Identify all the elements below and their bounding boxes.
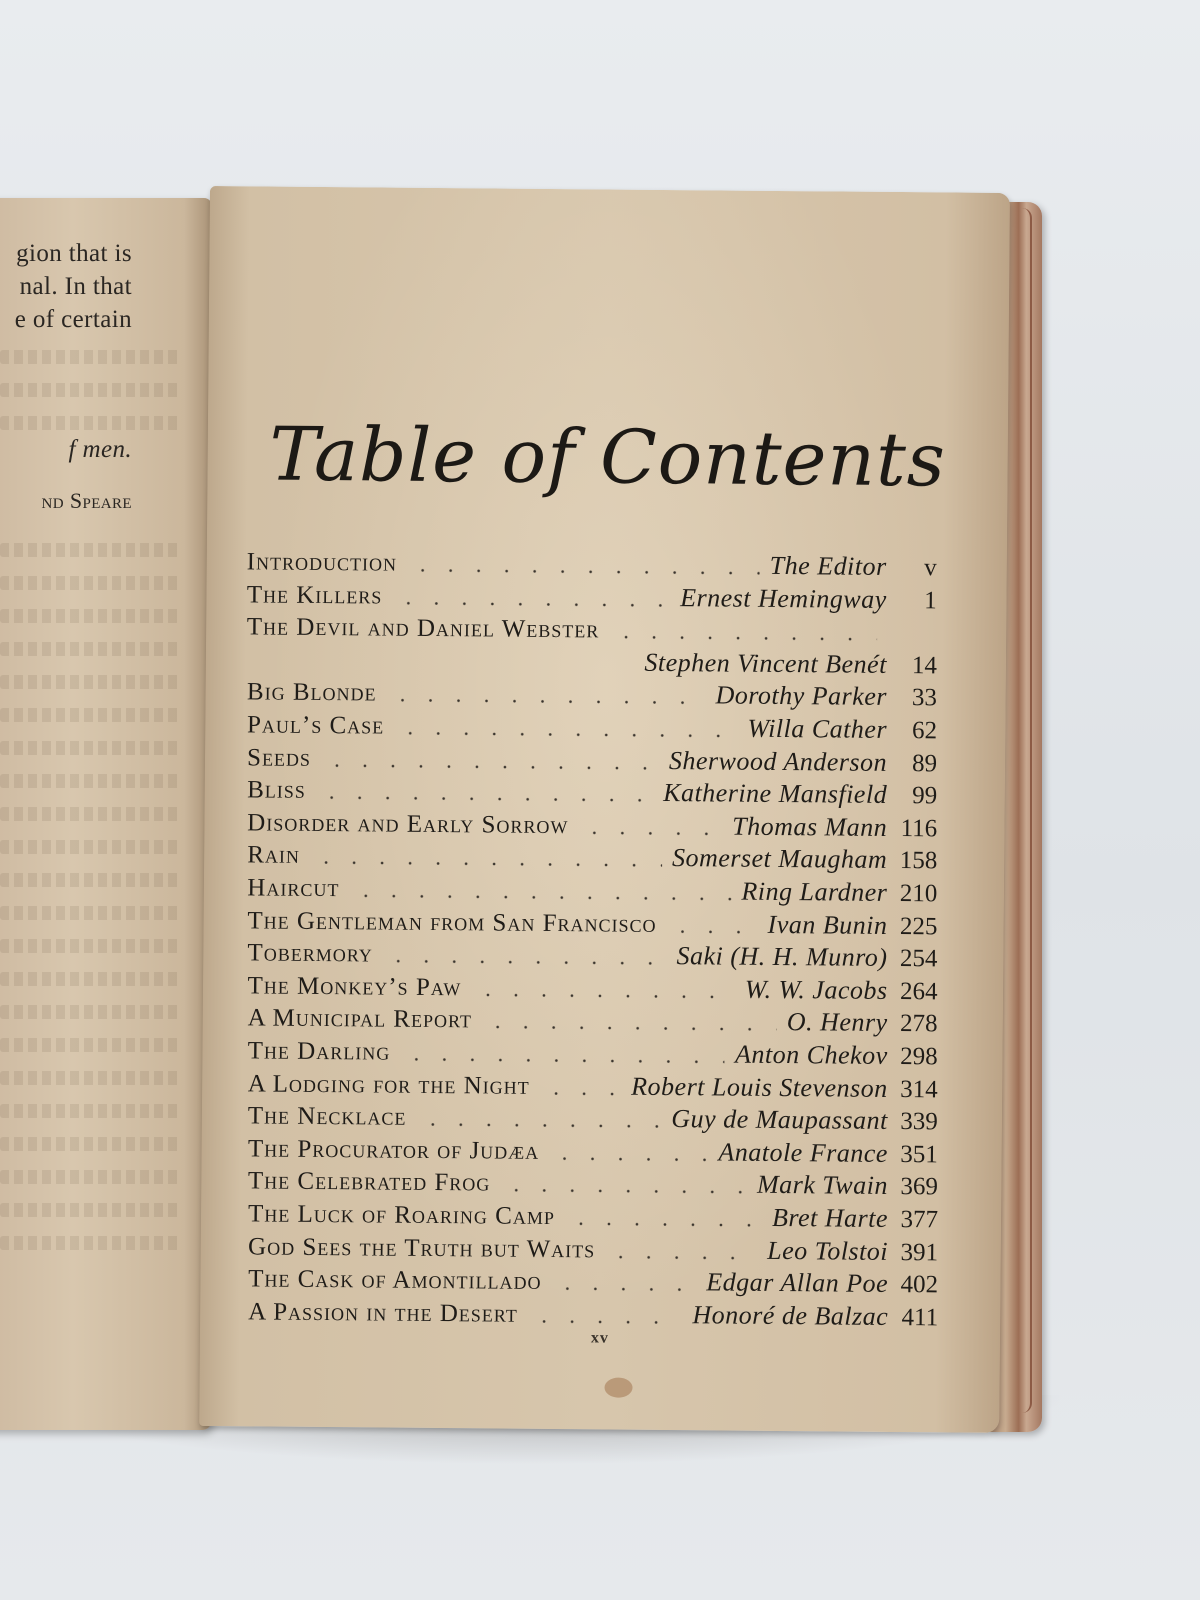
toc-entry	[248, 1198, 938, 1236]
toc-entry-page: 391	[900, 1238, 939, 1266]
leader-dots	[312, 861, 662, 867]
paper-stain	[604, 1377, 632, 1397]
toc-entry-author: Katherine Mansfield	[663, 778, 888, 810]
toc-entry-page: 402	[900, 1271, 939, 1299]
page-folio: xv	[590, 1329, 610, 1347]
toc-entry-title: Introduction	[246, 548, 398, 577]
toc-entry-title: A Municipal Report	[247, 1004, 473, 1034]
toc-entry	[247, 970, 937, 1008]
leader-dots	[409, 569, 760, 575]
show-through-text	[0, 1203, 180, 1217]
leader-dots	[553, 1287, 696, 1291]
toc-entry-author: Thomas Mann	[732, 811, 888, 842]
left-signature: nd Speare	[41, 488, 132, 513]
toc-entry-title: The Killers	[246, 580, 383, 610]
toc-entry-author: Anton Chekov	[734, 1039, 888, 1070]
toc-entry-author: W. W. Jacobs	[744, 974, 888, 1005]
toc-entry-page: 369	[900, 1173, 939, 1201]
toc-entry-page: 351	[900, 1140, 938, 1169]
toc-entry-title: Paul’s Case	[246, 711, 385, 740]
leader-dots	[668, 930, 757, 934]
toc-entry-page: v	[924, 554, 937, 582]
toc-entry-title: The Procurator of Judæa	[247, 1135, 540, 1165]
toc-entry-title: God Sees the Truth but Waits	[247, 1232, 596, 1263]
toc-entry-title: The Luck of Roaring Camp	[247, 1200, 556, 1231]
toc-entry-author: Ring Lardner	[741, 876, 888, 907]
toc-entry-page: 14	[911, 651, 938, 680]
toc-entry-title: The Gentleman from San Francisco	[247, 906, 657, 938]
toc-entry	[248, 1068, 938, 1106]
toc-entry	[247, 546, 937, 584]
toc-entry-author: Somerset Maugham	[671, 843, 888, 875]
leader-dots	[403, 1058, 725, 1064]
toc-entry	[247, 644, 937, 682]
toc-entry-title: The Monkey’s Paw	[247, 972, 462, 1002]
toc-entry-title: Big Blonde	[246, 678, 377, 707]
toc-entry-page: 33	[911, 684, 938, 712]
show-through-text	[0, 609, 180, 623]
leader-dots	[318, 796, 653, 802]
toc-entry	[248, 1264, 938, 1302]
show-through-text	[0, 642, 180, 656]
toc-entry-author: Bret Harte	[771, 1202, 889, 1233]
toc-entry-title: Rain	[247, 841, 301, 870]
leader-dots	[607, 1255, 757, 1259]
toc-entry-author: Ivan Bunin	[767, 909, 888, 940]
leader-dots	[473, 993, 734, 998]
show-through-text	[0, 576, 180, 590]
show-through-text	[0, 1170, 180, 1184]
toc-entry-page: 314	[900, 1075, 938, 1103]
toc-entry-title: A Lodging for the Night	[247, 1069, 530, 1100]
leader-dots	[384, 960, 666, 965]
toc-entry	[247, 612, 937, 650]
show-through-text	[0, 1038, 180, 1052]
show-through-text	[0, 906, 180, 920]
leader-dots	[396, 732, 737, 738]
toc-entry-author: Robert Louis Stevenson	[631, 1071, 888, 1103]
toc-entry-author: The Editor	[769, 550, 887, 581]
leader-dots	[612, 636, 877, 641]
leader-dots	[530, 1320, 682, 1324]
toc-entry	[248, 1166, 938, 1204]
toc-entry-page: 411	[901, 1303, 939, 1332]
toc-entry-title: Tobermory	[247, 939, 373, 968]
toc-entry-title: Disorder and Early Sorrow	[247, 809, 569, 839]
toc-entry-author: Mark Twain	[756, 1170, 889, 1201]
show-through-text	[0, 972, 180, 986]
toc-entry-page: 158	[899, 847, 938, 875]
leader-dots	[323, 764, 659, 770]
toc-entry-page: 377	[900, 1206, 939, 1234]
leader-dots	[395, 601, 670, 606]
left-text-line: gion that is	[16, 240, 132, 267]
show-through-text	[0, 939, 180, 953]
show-through-text	[0, 774, 180, 788]
toc-title: Table of Contents	[269, 411, 947, 504]
toc-entry-title: The Cask of Amontillado	[248, 1265, 542, 1296]
toc-entry	[247, 807, 937, 845]
toc-entry-author: O. Henry	[786, 1007, 888, 1038]
show-through-text	[0, 1137, 180, 1151]
toc-entry	[247, 872, 937, 910]
toc-entry-title: Haircut	[247, 874, 340, 903]
show-through-text	[0, 1236, 180, 1250]
leader-dots	[484, 1026, 777, 1032]
show-through-text	[0, 708, 180, 722]
toc-entry-page: 254	[899, 945, 938, 973]
show-through-text	[0, 543, 180, 557]
toc-entry-page: 1	[924, 586, 937, 614]
toc-entry-author: Guy de Maupassant	[671, 1104, 888, 1136]
leader-dots	[502, 1189, 747, 1194]
toc-entry	[248, 1101, 938, 1139]
show-through-text	[0, 1104, 180, 1118]
show-through-text	[0, 1005, 180, 1019]
show-through-text	[0, 873, 180, 887]
toc-entry-title: The Devil and Daniel Webster	[246, 613, 600, 644]
toc-entry-page: 210	[899, 880, 938, 908]
toc-entry	[248, 1035, 938, 1073]
toc-entry-author: Leo Tolstoi	[767, 1235, 889, 1266]
toc-entry-title: The Celebrated Frog	[247, 1167, 491, 1197]
left-text-line: e of certain	[14, 306, 132, 333]
toc-entry-page: 278	[899, 1010, 938, 1038]
leader-dots	[551, 1157, 709, 1161]
toc-entry	[248, 1231, 938, 1269]
toc-entry-page: 298	[900, 1043, 938, 1071]
toc-entry-page: 99	[912, 782, 938, 810]
toc-entry	[247, 742, 937, 780]
leader-dots	[389, 699, 706, 705]
toc-entry-author: Edgar Allan Poe	[706, 1267, 889, 1299]
toc-entry-title: A Passion in the Desert	[248, 1298, 518, 1328]
toc-entry-page: 264	[899, 977, 938, 1006]
toc-entry-title: The Darling	[247, 1037, 391, 1066]
toc-page	[199, 186, 1010, 1433]
toc-entry-title: Bliss	[247, 776, 306, 805]
show-through-text	[0, 383, 180, 397]
toc-entry	[248, 1133, 938, 1171]
toc-entry-title: Seeds	[246, 743, 312, 772]
show-through-text	[0, 675, 180, 689]
toc-entry	[247, 709, 937, 747]
leader-dots	[351, 894, 731, 900]
toc-entry-author: Dorothy Parker	[715, 680, 888, 712]
show-through-text	[0, 1071, 180, 1085]
toc-entry-author: Willa Cather	[747, 713, 888, 744]
toc-entry	[247, 840, 937, 878]
show-through-text	[0, 350, 180, 364]
toc-entry-author: Honoré de Balzac	[692, 1300, 889, 1331]
toc-entry	[247, 938, 937, 976]
show-through-text	[0, 741, 180, 755]
toc-entry	[247, 905, 937, 943]
toc-entry-page: 89	[911, 749, 938, 777]
toc-entry	[247, 677, 937, 715]
show-through-text	[0, 840, 180, 854]
left-italic-line: f men.	[68, 436, 132, 463]
leader-dots	[580, 831, 722, 835]
toc-entry-page: 339	[900, 1108, 938, 1136]
toc-entry-author: Sherwood Anderson	[668, 745, 888, 777]
leader-dots	[567, 1222, 762, 1227]
leader-dots	[542, 1092, 621, 1096]
toc-entry	[247, 579, 937, 617]
toc-entry-author: Ernest Hemingway	[680, 582, 887, 614]
toc-entry-author: Anatole France	[718, 1137, 889, 1168]
toc-entry	[247, 1003, 937, 1041]
toc-entry-title: The Necklace	[247, 1102, 407, 1131]
toc-entry-page: 225	[899, 912, 938, 940]
toc-entry-page: 62	[911, 717, 938, 745]
show-through-text	[0, 807, 180, 821]
toc-entry-author: Stephen Vincent Benét	[644, 647, 888, 679]
show-through-text	[0, 416, 180, 430]
left-page	[0, 198, 212, 1430]
toc-entry-page: 116	[900, 814, 938, 843]
left-text-line: nal. In that	[19, 273, 132, 300]
toc-entry	[247, 775, 937, 813]
toc-entry-author: Saki (H. H. Munro)	[676, 941, 888, 973]
leader-dots	[419, 1123, 662, 1128]
